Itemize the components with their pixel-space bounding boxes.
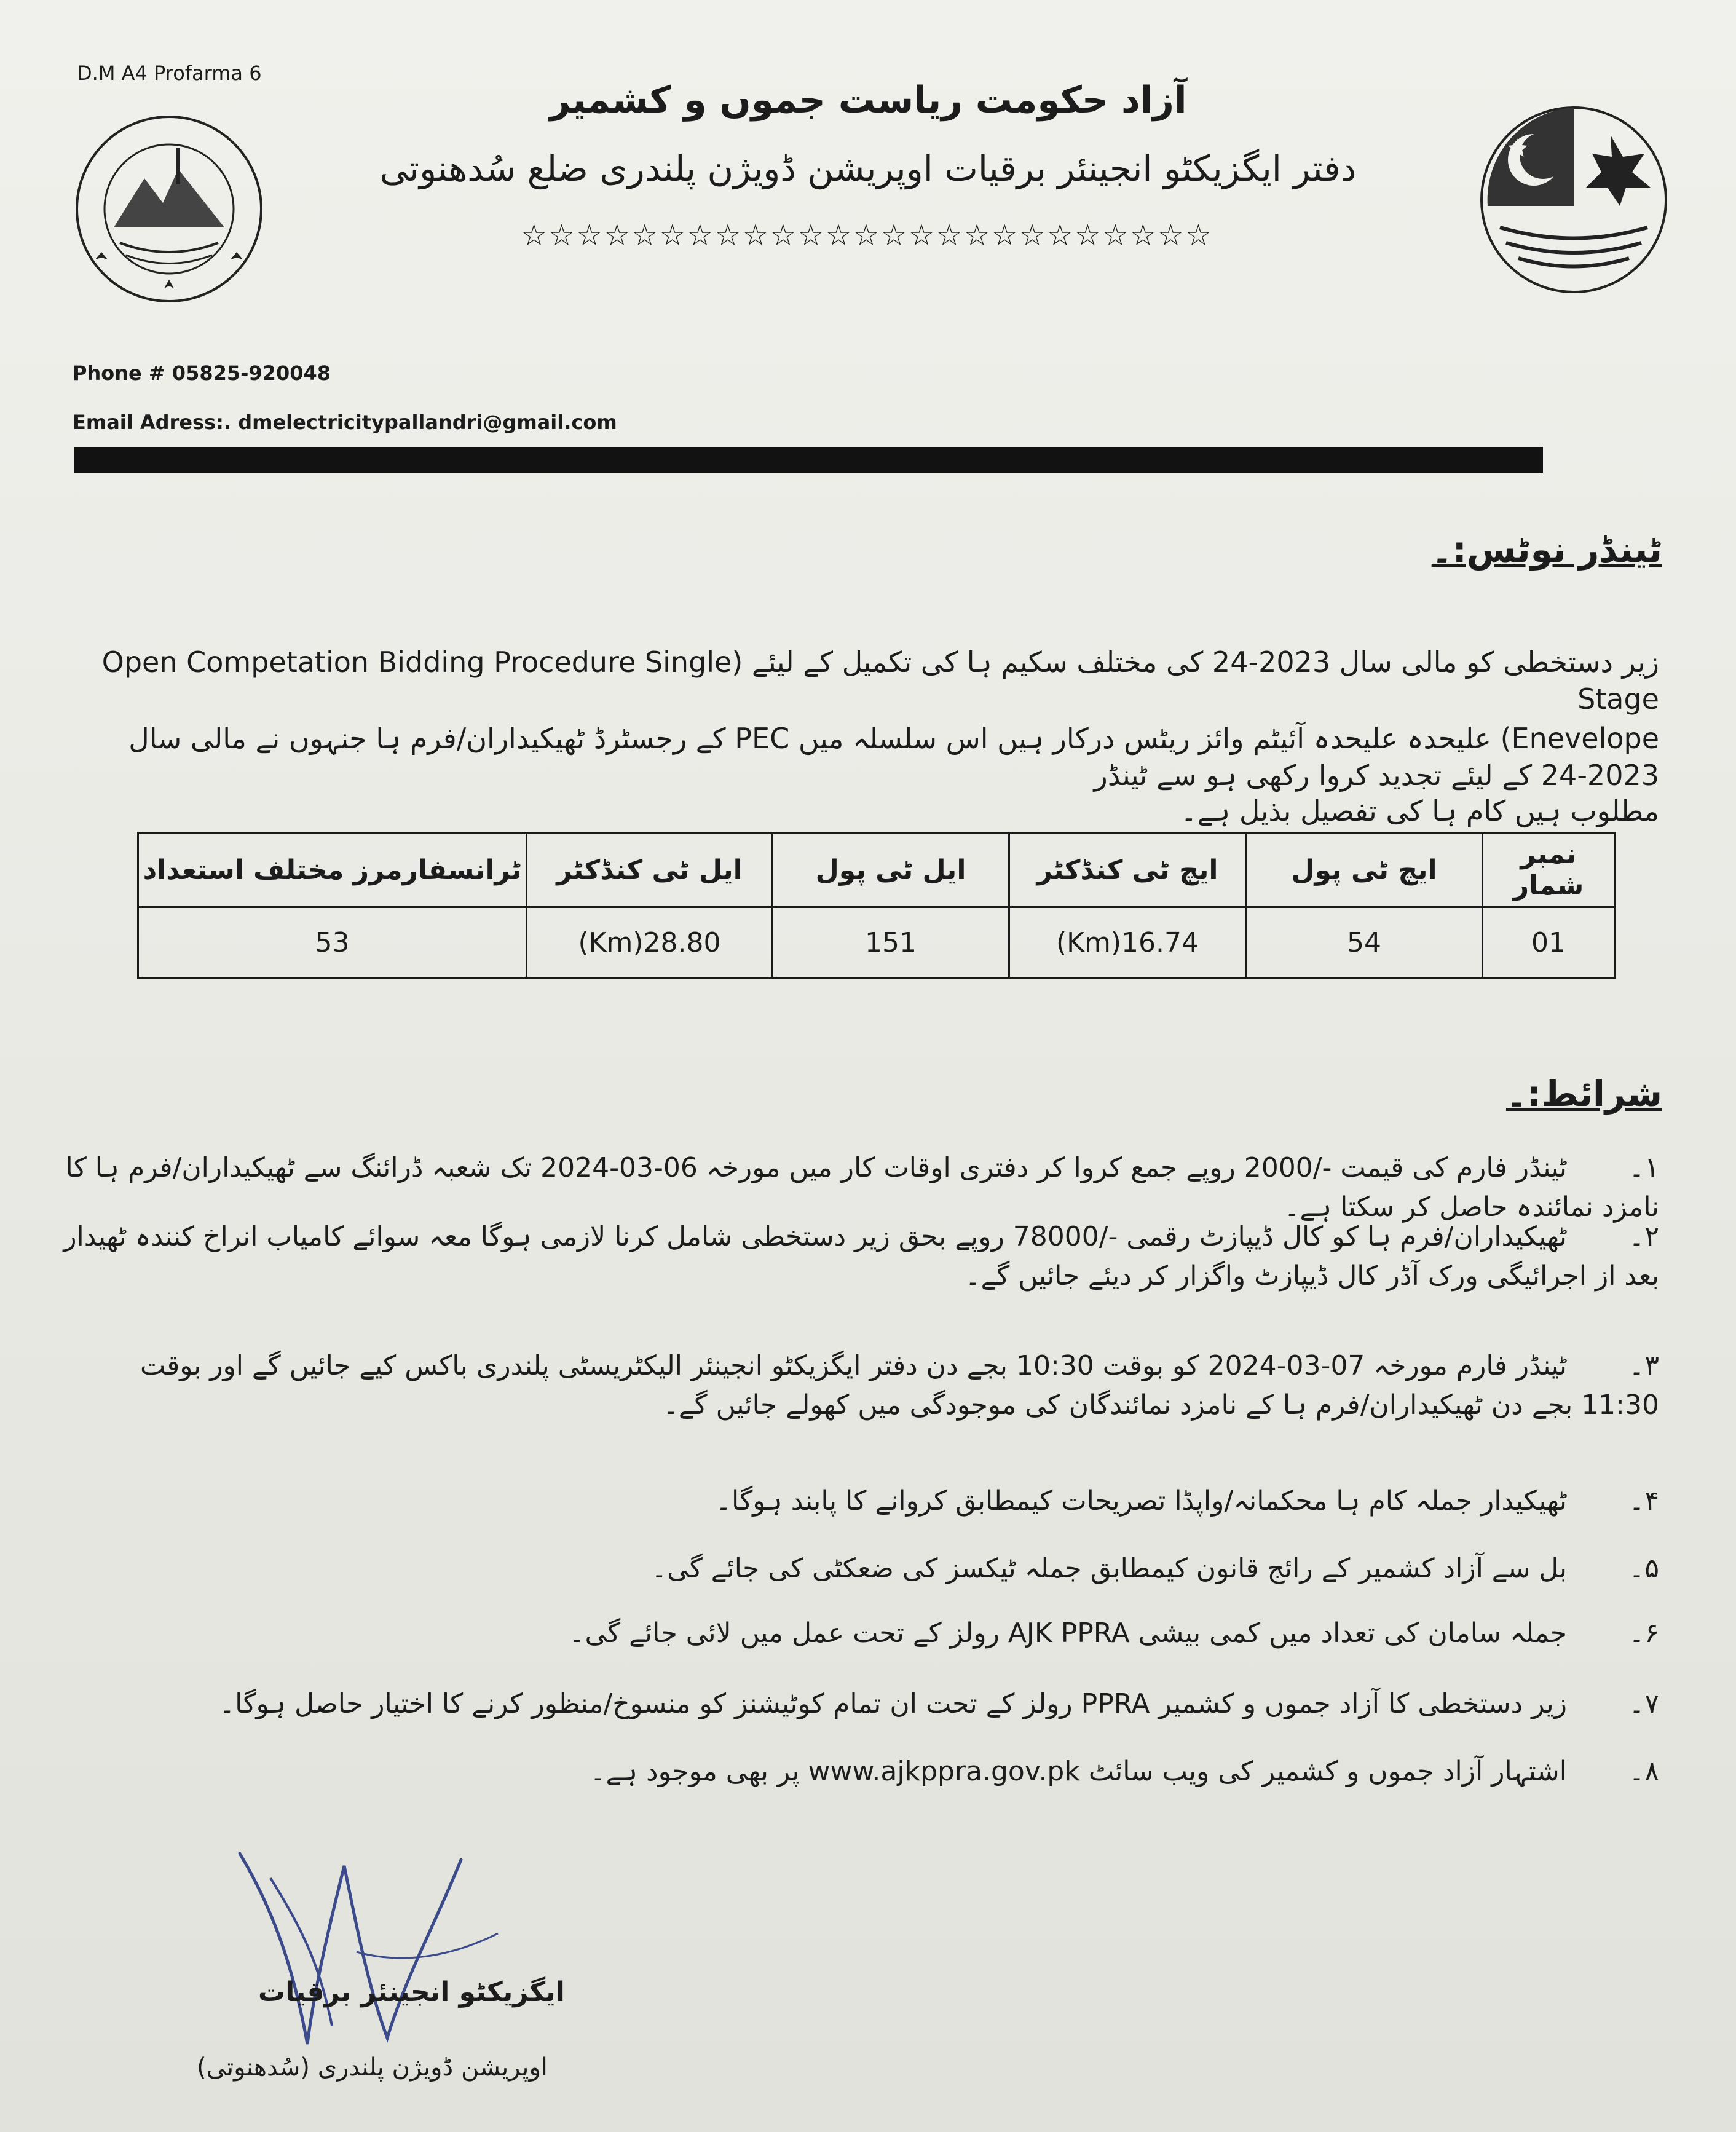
condition-item: [61, 1614, 1659, 1653]
stars-divider: ☆☆☆☆☆☆☆☆☆☆☆☆☆☆☆☆☆☆☆☆☆☆☆☆☆: [521, 218, 1213, 253]
cell-lt-conductor: 28.80(Km): [527, 907, 773, 978]
office-title: دفتر ایگزیکٹو انجینئر برقیات اوپریشن ڈویژن پلندری ضلع سُدھنوتی: [379, 148, 1357, 189]
notice-line-1: زیر دستخطی کو مالی سال 2023-24 کی مختلف سکیم ہا کی تکمیل کے لیئے (Open Competation Bidding Procedure Single Stage: [101, 646, 1659, 716]
ajk-emblem-crescent-icon: [1475, 101, 1672, 298]
condition-number: ۵۔: [1628, 1553, 1659, 1584]
works-table: [137, 832, 1616, 979]
header-ht-pole: ایچ ٹی پول: [1246, 833, 1483, 907]
header-ht-conductor: ایچ ٹی کنڈکٹر: [1009, 833, 1246, 907]
signatory-division: اوپریشن ڈویژن پلندری (سُدھنوتی): [197, 2053, 548, 2082]
condition-number: ۲۔: [1628, 1221, 1659, 1252]
condition-text: جملہ سامان کی تعداد میں کمی بیشی AJK PPRA رولز کے تحت عمل میں لائی جائے گی۔: [569, 1617, 1567, 1649]
tender-notice-heading: ٹینڈر نوٹس:۔: [1431, 529, 1662, 571]
condition-item: [61, 1346, 1659, 1425]
email-address: Email Adress:. dmelectricitypallandri@gmail.com: [73, 411, 617, 434]
condition-item: [61, 1482, 1659, 1521]
cell-transformers: 53: [138, 907, 527, 978]
cell-ht-conductor: 16.74(Km): [1009, 907, 1246, 978]
table-row: [138, 907, 1615, 978]
condition-text: ٹینڈر فارم کی قیمت -/2000 روپے جمع کروا کر دفتری اوقات کار میں مورخہ 06-03-2024 تک شعبہ ڈرائنگ سے ٹھیکیداران/فرم ہا کا نامزد نمائندہ حاصل کر سکتا ہے۔: [65, 1152, 1659, 1223]
conditions-heading: شرائط:۔: [1505, 1073, 1662, 1115]
condition-text: بل سے آزاد کشمیر کے رائج قانون کیمطابق جملہ ٹیکسز کی ضعکٹی کی جائے گی۔: [651, 1553, 1567, 1584]
condition-item: [61, 1549, 1659, 1589]
government-title: آزاد حکومت ریاست جموں و کشمیر: [549, 79, 1187, 122]
form-reference: D.M A4 Profarma 6: [77, 61, 262, 85]
condition-item: [61, 1752, 1659, 1791]
notice-line-3: مطلوب ہیں کام ہا کی تفصیل بذیل ہے۔: [1180, 794, 1659, 827]
cell-ht-pole: 54: [1246, 907, 1483, 978]
condition-item: [61, 1217, 1659, 1296]
signatory-title: ایگزیکٹو انجینئر برقیات: [258, 1976, 565, 2008]
condition-text: ٹھیکیدار جملہ کام ہا محکمانہ/واپڈا تصریحات کیمطابق کروانے کا پابند ہوگا۔: [716, 1485, 1567, 1517]
condition-number: ۸۔: [1628, 1756, 1659, 1787]
header-lt-pole: ایل ٹی پول: [773, 833, 1009, 907]
condition-number: ۴۔: [1628, 1485, 1659, 1517]
header-divider-bar: [74, 447, 1543, 473]
notice-line-2: Enevelope) علیحدہ علیحدہ آئیٹم وائز ریٹس درکار ہیں اس سلسلہ میں PEC کے رجسٹرڈ ٹھیکیداران/فرم ہا جنہوں نے مالی سال 2023-24 کے لیئے تجدید کروا رکھی ہو سے ٹینڈر: [128, 722, 1659, 792]
phone-number: Phone # 05825-920048: [73, 361, 331, 385]
cell-lt-pole: 151: [773, 907, 1009, 978]
table-header-row: [138, 833, 1615, 907]
cell-serial: 01: [1483, 907, 1615, 978]
govt-seal-mountain-icon: [71, 111, 267, 307]
condition-item: [61, 1148, 1659, 1227]
condition-text: ٹھیکیداران/فرم ہا کو کال ڈیپازٹ رقمی -/78000 روپے بحق زیر دستخطی شامل کرنا لازمی ہوگا معہ سوائے کامیاب انراخ کنندہ ٹھیدار بعد از اجرائیگی ورک آڈر کال ڈیپازٹ واگزار کر دیئے جائیں گے۔: [63, 1221, 1659, 1292]
condition-number: ۱۔: [1628, 1152, 1659, 1183]
handwritten-signature: [203, 1841, 547, 2063]
header-transformers: ٹرانسفارمرز مختلف استعداد: [138, 833, 527, 907]
header-lt-conductor: ایل ٹی کنڈکٹر: [527, 833, 773, 907]
condition-text: اشتہار آزاد جموں و کشمیر کی ویب سائٹ www.ajkppra.gov.pk پر بھی موجود ہے۔: [590, 1756, 1567, 1787]
condition-text: ٹینڈر فارم مورخہ 07-03-2024 کو بوقت 10:30 بجے دن دفتر ایگزیکٹو انجینئر الیکٹریسٹی پلندری باکس کیے جائیں گے اور بوقت 11:30 بجے دن ٹھیکیداران/فرم ہا کے نامزد نمائندگان کی موجودگی میں کھولے جائیں گے۔: [140, 1350, 1659, 1421]
condition-text: زیر دستخطی کا آزاد جموں و کشمیر PPRA رولز کے تحت ان تمام کوٹیشنز کو منسوخ/منظور کرنے کا اختیار حاصل ہوگا۔: [219, 1688, 1567, 1719]
header-serial: نمبر شمار: [1483, 833, 1615, 907]
condition-number: ۶۔: [1628, 1617, 1659, 1649]
condition-number: ۳۔: [1628, 1350, 1659, 1381]
condition-number: ۷۔: [1628, 1688, 1659, 1719]
condition-item: [61, 1684, 1659, 1724]
